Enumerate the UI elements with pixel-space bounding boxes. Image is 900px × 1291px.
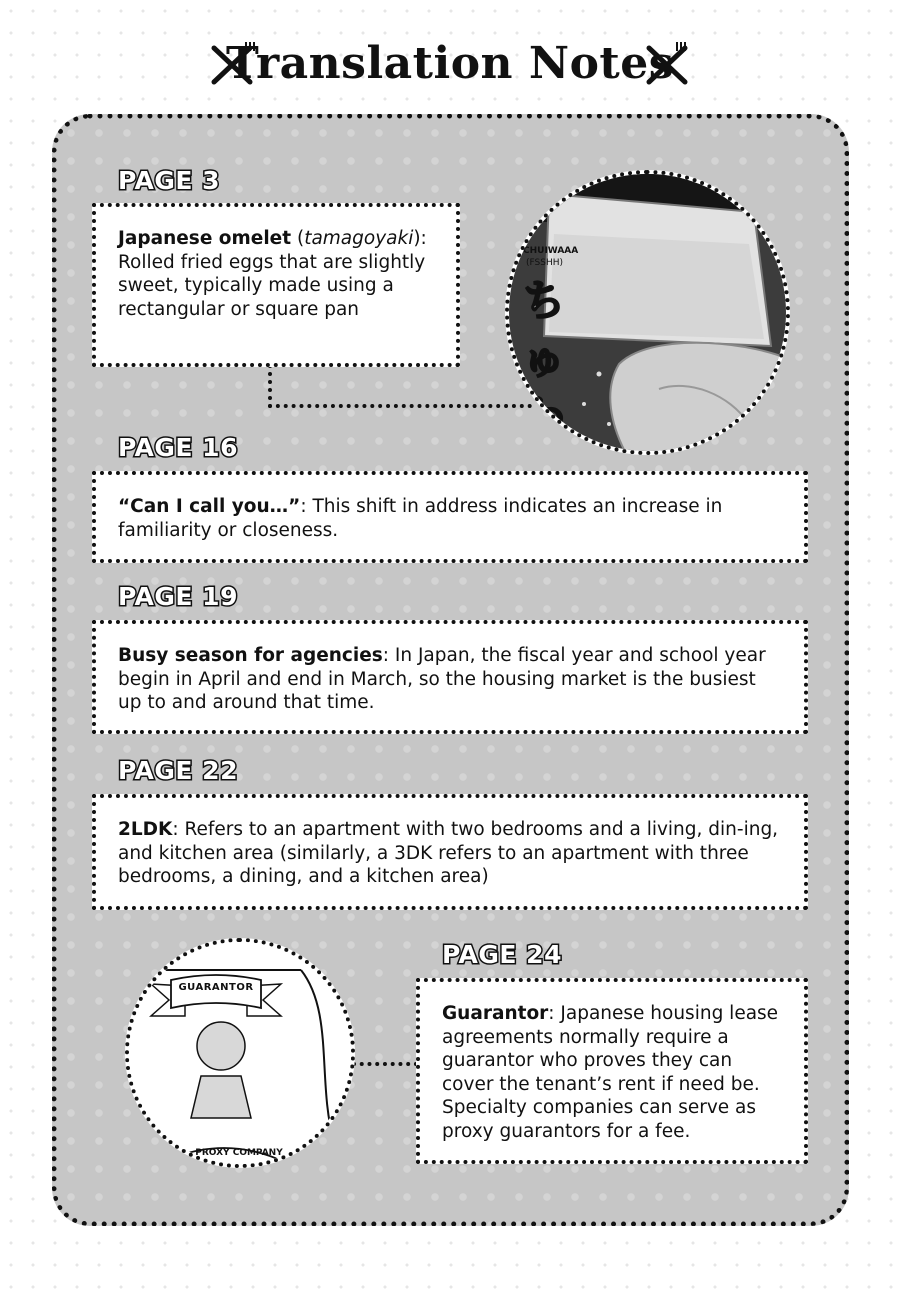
note-definition: : This shift in address indicates an increase in familiarity or closeness. [118,496,723,541]
page-label: PAGE 16 [118,433,238,462]
page-label: PAGE 19 [118,582,238,611]
note-definition: : Refers to an apartment with two bedrooms and a living, din-ing, and kitchen area (similarly, a 3DK refers to an apartment with three bedrooms, a dining, and a kitchen area) [118,819,779,887]
sfx-translation: (FSSHH) [526,258,564,268]
note-term: Guarantor [442,1003,549,1024]
page-title: Translation Notes [225,38,675,89]
page-label: PAGE 22 [118,756,238,785]
connector-line [352,1062,418,1066]
note-text: ( [291,228,305,249]
omelet-illustration [505,170,790,455]
guarantor-illustration [125,938,355,1168]
proxy-company-text: PROXY COMPANY [195,1148,283,1158]
note-term: 2LDK [118,819,173,840]
banner-text: GUARANTOR [178,982,254,993]
note-text: ): [413,228,427,249]
note-definition: : Japanese housing lease agreements normally require a guarantor who proves they can cover the tenant’s rent if need be. Specialty companies can serve as proxy guarantors for a fee. [442,1003,779,1142]
note-definition: Rolled fried eggs that are slightly sweet, typically made using a rectangular or square pan [118,251,426,320]
note-box [416,978,808,1164]
guarantor-form-image [129,942,355,1168]
note-term: Japanese omelet [118,228,292,249]
note-term: Busy season for agencies [118,645,383,666]
page-label: PAGE 24 [442,940,562,969]
connector-line [268,364,532,408]
note-term: “Can I call you…” [118,496,301,517]
crossed-utensils-icon [643,40,691,88]
note-definition: : In Japan, the fiscal year and school year begin in April and end in March, so the housing market is the busiest up to and around that time. [118,645,766,713]
sfx-english: CHUIWAAA [523,246,579,256]
sfx-japanese: ちゅわ [523,276,566,441]
note-box [92,203,460,367]
page-label: PAGE 3 [118,166,221,195]
note-box [92,471,808,563]
note-box [92,620,808,734]
note-italic-term: tamagoyaki [304,228,414,249]
note-box [92,794,808,910]
